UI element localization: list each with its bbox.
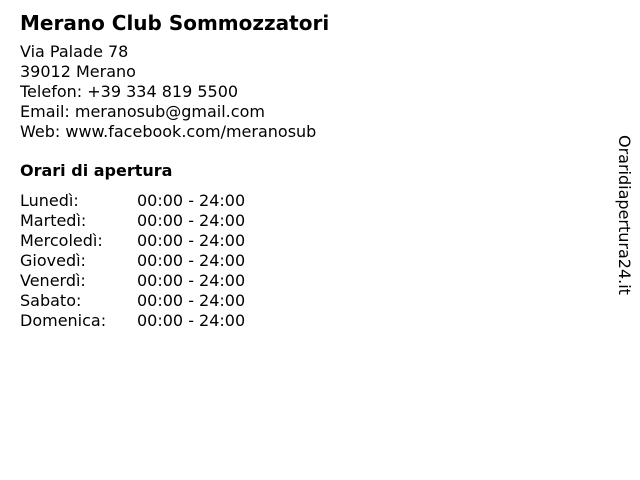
hours-row-tuesday <box>20 211 580 231</box>
hours-row-friday <box>20 271 580 291</box>
day-label: Venerdì: <box>20 271 86 290</box>
day-label: Domenica: <box>20 311 107 330</box>
day-label: Lunedì: <box>20 191 79 210</box>
site-brand-text: Oraridiapertura24.it <box>615 135 634 295</box>
business-card <box>20 10 580 331</box>
time-range: 00:00 - 24:00 <box>137 271 246 290</box>
time-range: 00:00 - 24:00 <box>137 251 246 270</box>
day-label: Sabato: <box>20 291 82 310</box>
time-range: 00:00 - 24:00 <box>137 291 246 310</box>
hours-row-thursday <box>20 251 580 271</box>
day-label: Martedì: <box>20 211 87 230</box>
opening-hours-table <box>20 191 580 331</box>
address-city: 39012 Merano <box>20 62 136 81</box>
time-range: 00:00 - 24:00 <box>137 191 246 210</box>
time-range: 00:00 - 24:00 <box>137 311 246 330</box>
opening-hours-heading: Orari di apertura <box>20 161 173 180</box>
day-label: Mercoledì: <box>20 231 103 250</box>
website: Web: www.facebook.com/meranosub <box>20 122 317 141</box>
phone-number: Telefon: +39 334 819 5500 <box>20 82 239 101</box>
hours-row-saturday <box>20 291 580 311</box>
address-street: Via Palade 78 <box>20 42 129 61</box>
contact-info <box>20 42 580 142</box>
site-brand-watermark <box>612 135 636 310</box>
hours-row-monday <box>20 191 580 211</box>
time-range: 00:00 - 24:00 <box>137 211 246 230</box>
hours-row-sunday <box>20 311 580 331</box>
time-range: 00:00 - 24:00 <box>137 231 246 250</box>
hours-row-wednesday <box>20 231 580 251</box>
business-name: Merano Club Sommozzatori <box>20 11 330 35</box>
day-label: Giovedì: <box>20 251 86 270</box>
email-address: Email: meranosub@gmail.com <box>20 102 265 121</box>
